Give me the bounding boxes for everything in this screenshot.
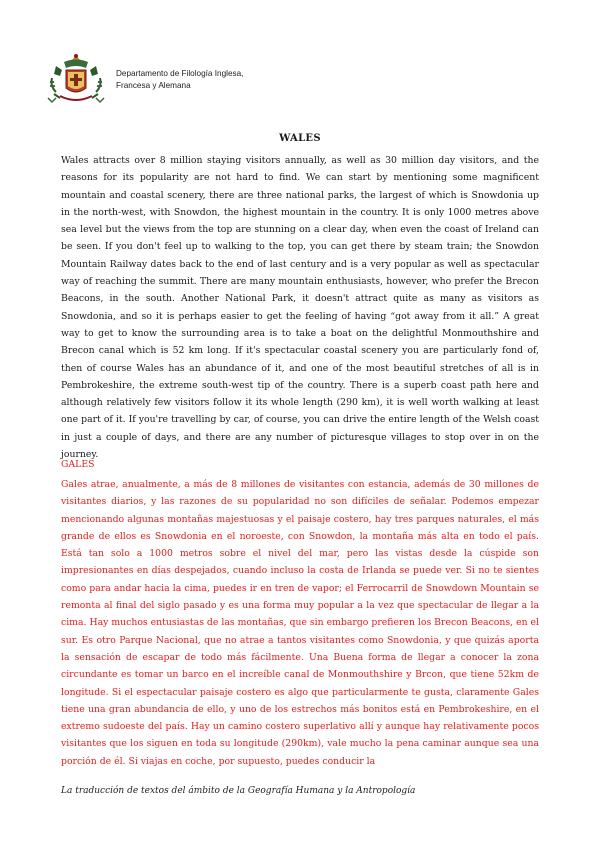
english-paragraph: Wales attracts over 8 million staying visitors annually, as well as 30 million day visitors, and the reasons for its popularity are not hard to find. We can start by mentioning some magnificent mountain and coastal scenery, there are three national parks, the largest of which is Snowdonia up in the north-west, with Snowdon, the highest mountain in the country. It is only 1000 metres above sea level but the views from the top are stunning on a clear day, when even the coast of Ireland can be seen. If you don't feel up to walking to the top, you can get there by steam train; the Snowdon Mountain Railway dates back to the end of last century and is a very popular as well as spectacular way of reaching the summit. There are many mountain enthusiasts, however, who prefer the Brecon Beacons, in the south. Another National Park, it doesn't attract quite as many as visitors as Snowdonia, and so it is perhaps easier to get the feeling of having “got away from it all.” A great way to get to know the surrounding area is to take a boat on the delightful Monmouthshire and Brecon canal which is 52 km long. If it's spectacular coastal scenery you are particularly fond of, then of course Wales has an abundance of it, and one of the most beautiful stretches of all is in Pembrokeshire, the extreme south-west tip of the country. There is a superb coast path here and although relatively few visitors follow it its whole length (290 km), it is well worth walking at least one part of it. If you're travelling by car, of course, you can drive the entire length of the Welsh coast in just a couple of days, and there are any number of picturesque villages to stop over in on the journey.	[61, 155, 539, 461]
spanish-title: GALES	[61, 459, 95, 470]
department-name	[116, 68, 243, 92]
department-line-1: Departamento de Filología Inglesa,	[116, 69, 244, 78]
letterhead	[46, 52, 346, 108]
spanish-paragraph: Gales atrae, anualmente, a más de 8 millones de visitantes con estancia, además de 30 millones de visitantes diarios, y las razones de su popularidad no son difíciles de señalar. Podemos empezar mencionando algunas montañas majestuosas y el paisaje costero, hay tres parques naturales, el más grande de ellos es Snowdonia en el noroeste, con Snowdon, la montaña más alta en todo el país. Está tan solo a 1000 metros sobre el nivel del mar, pero las vistas desde la cúspide son impresionantes en días despejados, cuando incluso la costa de Irlanda se puede ver. Si no te sientes como para andar hacia la cima, puedes ir en tren de vapor; el Ferrocarril de Snowdown Mountain se remonta al final del siglo pasado y es una forma muy popular a la vez que spectacular de llegar a la cima. Hay muchos entusiastas de las montañas, que sin embargo prefieren los Brecon Beacons, en el sur. Es otro Parque Nacional, que no atrae a tantos visitantes como Snowdonia, y que quizás aporta la sensación de escapar de todo más fácilmente. Una Buena forma de llegar a conocer la zona circundante es tomar un barco en el increíble canal de Monmouthshire y Brcon, que tiene 52km de longitude. Si el espectacular paisaje costero es algo que particularmente te gusta, claramente Gales tiene una gran abundancia de ello, y uno de los estrechos más bonitos está en Pembrokeshire, en el extremo sudoeste del país. Hay un camino costero superlativo allí y aunque hay relativamente pocos visitantes que los siguen en toda su longitude (290km), vale mucho la pena caminar aunque sea una porción de él. Si viajas en coche, por supuesto, puedes conducir la	[61, 479, 539, 767]
department-line-2: Francesa y Alemana	[116, 81, 191, 90]
university-crest-icon	[46, 52, 106, 106]
document-title: WALES	[279, 133, 321, 144]
page-footer: La traducción de textos del ámbito de la Geografía Humana y la Antropología	[61, 786, 416, 796]
